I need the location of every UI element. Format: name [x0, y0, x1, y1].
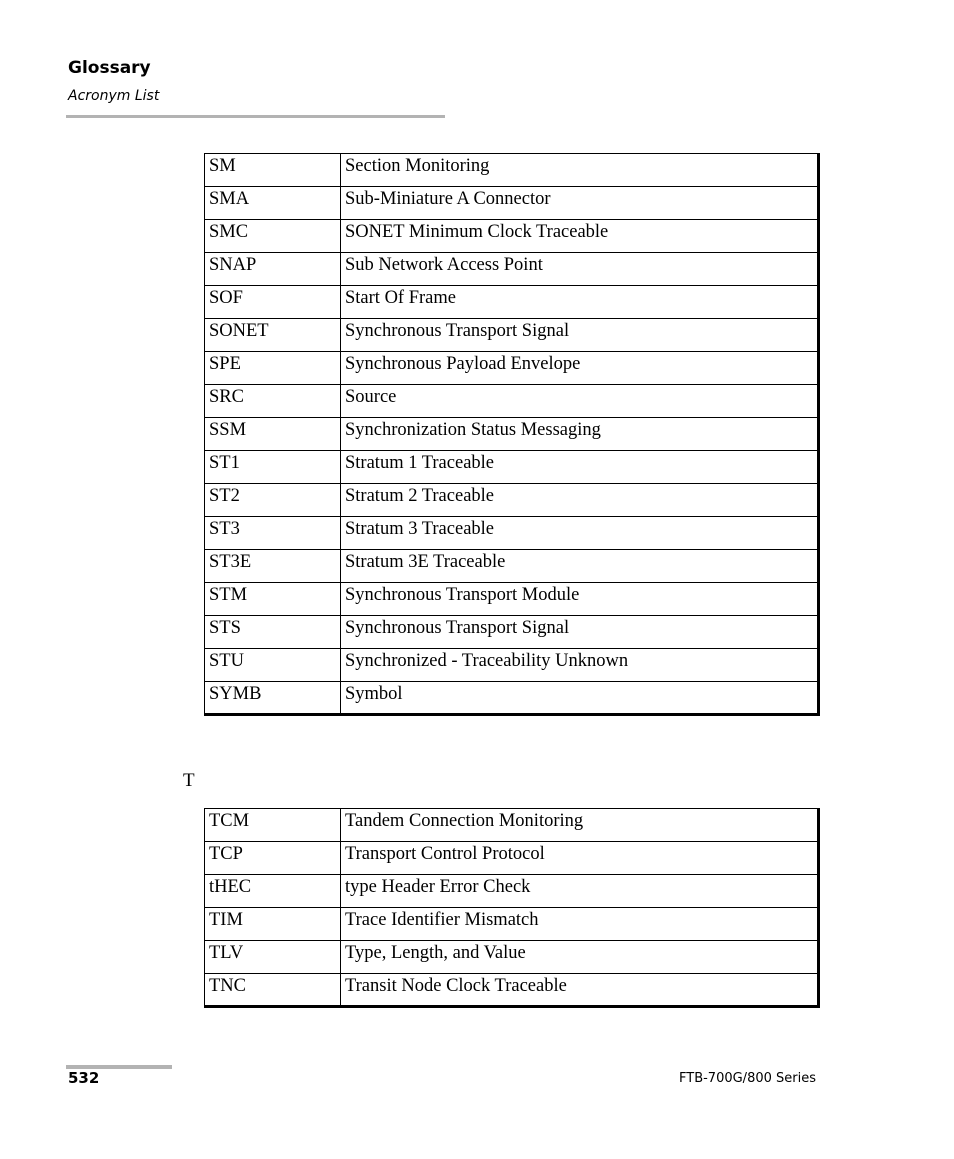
definition-cell: Stratum 2 Traceable	[341, 484, 819, 517]
acronym-cell: SPE	[205, 352, 341, 385]
page-number: 532	[68, 1069, 100, 1087]
table-row	[205, 253, 819, 286]
definition-cell: Sub-Miniature A Connector	[341, 187, 819, 220]
table-row	[205, 583, 819, 616]
acronym-table-s	[204, 153, 820, 716]
table-row	[205, 418, 819, 451]
table-row	[205, 154, 819, 187]
acronym-cell: SOF	[205, 286, 341, 319]
acronym-cell: TIM	[205, 908, 341, 941]
acronym-cell: STM	[205, 583, 341, 616]
table-row	[205, 616, 819, 649]
table-row	[205, 842, 819, 875]
definition-cell: Tandem Connection Monitoring	[341, 809, 819, 842]
definition-cell: Stratum 3E Traceable	[341, 550, 819, 583]
table-row	[205, 187, 819, 220]
definition-cell: Trace Identifier Mismatch	[341, 908, 819, 941]
definition-cell: Symbol	[341, 682, 819, 715]
page-header-subtitle: Acronym List	[68, 88, 160, 104]
definition-cell: SONET Minimum Clock Traceable	[341, 220, 819, 253]
definition-cell: Stratum 3 Traceable	[341, 517, 819, 550]
definition-cell: type Header Error Check	[341, 875, 819, 908]
product-name: FTB-700G/800 Series	[679, 1071, 816, 1086]
acronym-cell: SMC	[205, 220, 341, 253]
table-row	[205, 352, 819, 385]
header-divider	[66, 115, 445, 118]
acronym-cell: ST3	[205, 517, 341, 550]
acronym-cell: TCP	[205, 842, 341, 875]
definition-cell: Synchronous Transport Signal	[341, 616, 819, 649]
table-row	[205, 974, 819, 1007]
acronym-cell: STU	[205, 649, 341, 682]
acronym-table-t-body	[205, 809, 819, 1007]
definition-cell: Start Of Frame	[341, 286, 819, 319]
section-letter-t: T	[183, 770, 195, 791]
acronym-cell: SRC	[205, 385, 341, 418]
acronym-cell: SONET	[205, 319, 341, 352]
definition-cell: Stratum 1 Traceable	[341, 451, 819, 484]
definition-cell: Synchronous Payload Envelope	[341, 352, 819, 385]
acronym-cell: SM	[205, 154, 341, 187]
definition-cell: Transport Control Protocol	[341, 842, 819, 875]
table-row	[205, 451, 819, 484]
acronym-cell: TNC	[205, 974, 341, 1007]
page-header-title: Glossary	[68, 58, 151, 78]
table-row	[205, 649, 819, 682]
definition-cell: Sub Network Access Point	[341, 253, 819, 286]
table-row	[205, 319, 819, 352]
table-row	[205, 286, 819, 319]
table-row	[205, 484, 819, 517]
table-row	[205, 682, 819, 715]
acronym-cell: STS	[205, 616, 341, 649]
definition-cell: Synchronization Status Messaging	[341, 418, 819, 451]
acronym-cell: SSM	[205, 418, 341, 451]
definition-cell: Synchronous Transport Signal	[341, 319, 819, 352]
table-row	[205, 809, 819, 842]
table-row	[205, 550, 819, 583]
table-row	[205, 385, 819, 418]
acronym-table-s-body	[205, 154, 819, 715]
acronym-cell: TCM	[205, 809, 341, 842]
acronym-table-t	[204, 808, 820, 1008]
acronym-cell: SNAP	[205, 253, 341, 286]
acronym-cell: ST1	[205, 451, 341, 484]
table-row	[205, 875, 819, 908]
acronym-cell: SMA	[205, 187, 341, 220]
table-row	[205, 941, 819, 974]
definition-cell: Type, Length, and Value	[341, 941, 819, 974]
definition-cell: Section Monitoring	[341, 154, 819, 187]
acronym-cell: SYMB	[205, 682, 341, 715]
table-row	[205, 908, 819, 941]
acronym-cell: ST2	[205, 484, 341, 517]
table-row	[205, 517, 819, 550]
acronym-cell: TLV	[205, 941, 341, 974]
definition-cell: Synchronized - Traceability Unknown	[341, 649, 819, 682]
acronym-cell: tHEC	[205, 875, 341, 908]
acronym-cell: ST3E	[205, 550, 341, 583]
definition-cell: Transit Node Clock Traceable	[341, 974, 819, 1007]
definition-cell: Source	[341, 385, 819, 418]
definition-cell: Synchronous Transport Module	[341, 583, 819, 616]
table-row	[205, 220, 819, 253]
